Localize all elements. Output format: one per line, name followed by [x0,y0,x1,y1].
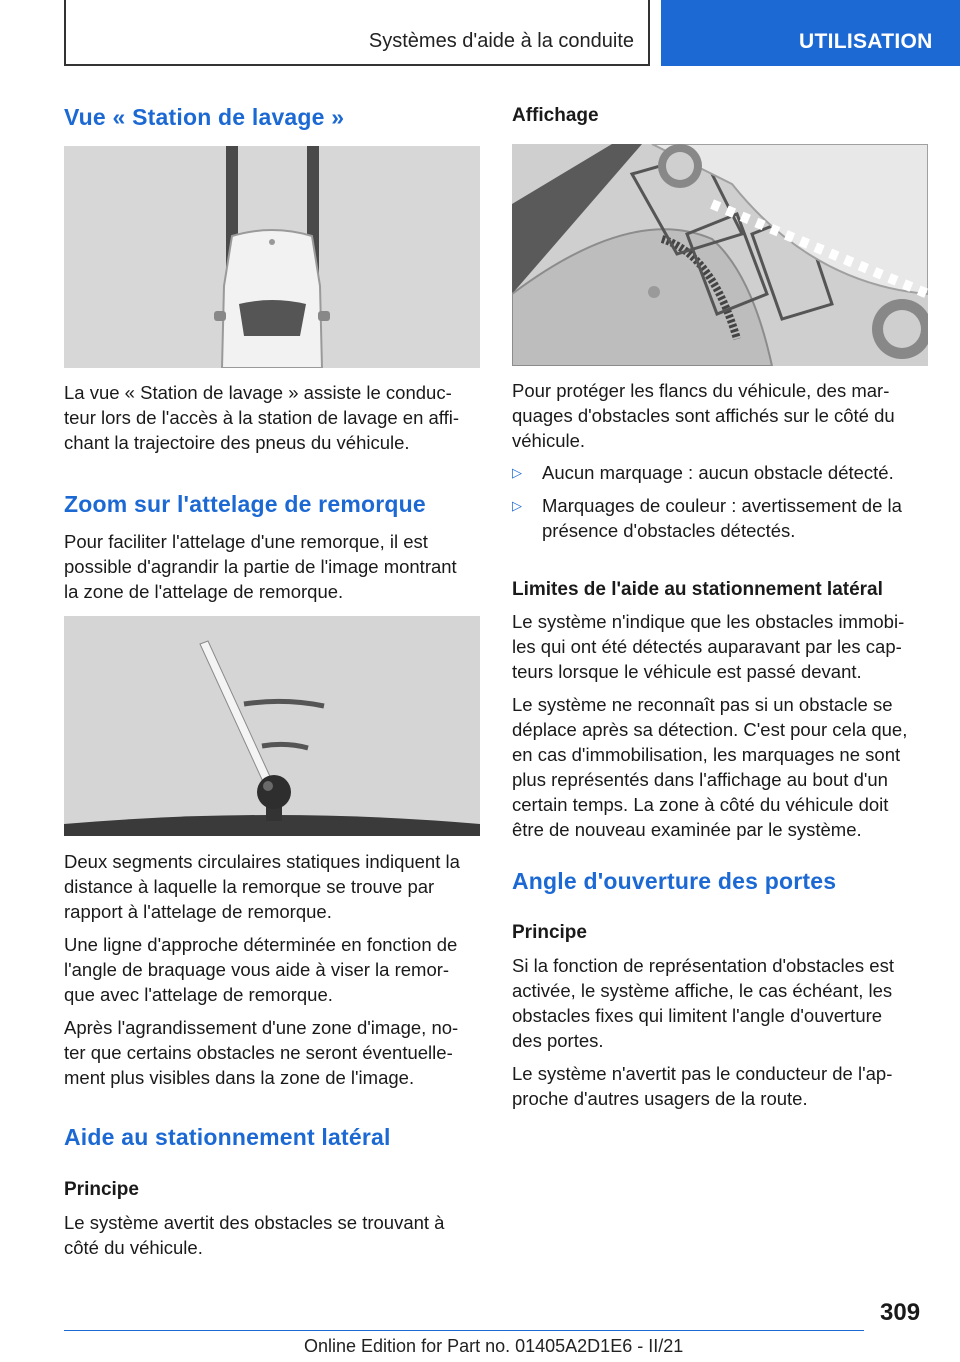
door-principle-heading: Principe [512,922,587,943]
footer-divider [64,1330,864,1331]
side-parking-heading: Aide au stationnement latéral [64,1124,391,1150]
triangle-right-icon: ▷ [512,465,522,480]
limits-heading: Limites de l'aide au stationnement latéral [512,579,883,600]
principle-heading: Principe [64,1179,139,1200]
after-zoom-text: Après l'agrandissement d'une zone d'image, no‐ ter que certains obstacles ne seront éventuelle‐ ment plus visibles dans la zone de l'image. [64,1017,459,1088]
wash-text: La vue « Station de lavage » assiste le conduc‐ teur lors de l'accès à la station de lavage en affi‐ chant la trajectoire des pneus du véhicule. [64,382,460,453]
door-angle-heading: Angle d'ouverture des portes [512,868,837,894]
wash-heading: Vue « Station de lavage » [64,104,345,130]
principle-text: Le système avertit des obstacles se trouvant à côté du véhicule. [64,1212,445,1258]
trailer-hitch-zoom-image [64,616,480,836]
segments-text: Deux segments circulaires statiques indiquent la distance à laquelle la remorque se trouve par rapport à l'attelage de remorque. [64,851,460,922]
zoom-heading: Zoom sur l'attelage de remorque [64,491,426,517]
door-text-1: Si la fonction de représentation d'obstacles est activée, le système affiche, le cas échéant, les obstacles fixes qui limitent l'angle d'ouverture des portes. [512,955,894,1051]
chapter-title: Systèmes d'aide à la conduite [368,30,634,52]
edition-footer: Online Edition for Part no. 01405A2D1E6 - II/21 [304,1336,684,1356]
side-parking-display-image [512,144,928,366]
page-number: 309 [880,1299,921,1326]
triangle-right-icon: ▷ [512,498,522,513]
car-wash-view-image [64,146,480,368]
limits-text-2: Le système ne reconnaît pas si un obstacle se déplace après sa détection. C'est pour cela que, en cas d'immobilisation, les marquages ne sont plus représentés dans l'affichage au bout d'un certain temps. La zone à côté du véhicule doit être de nouveau examinée par le système. [512,694,908,840]
header-section-tab[interactable] [661,0,960,66]
section-label: UTILISATION [799,30,933,53]
zoom-text: Pour faciliter l'attelage d'une remorque, il est possible d'agrandir la partie de l'image montrant la zone de l'attelage de remorque. [64,531,457,602]
display-heading: Affichage [512,105,599,126]
display-text: Pour protéger les flancs du véhicule, des mar‐ quages d'obstacles sont affichés sur le côté du véhicule. [512,380,895,451]
approach-line-text: Une ligne d'approche déterminée en fonction de l'angle de braquage vous aide à viser la remor‐ que avec l'attelage de remorque. [64,934,458,1005]
limits-text-1: Le système n'indique que les obstacles immobi‐ les qui ont été détectés auparavant par les cap‐ teurs lorsque le véhicule est passé devant. [512,611,905,682]
door-text-2: Le système n'avertit pas le conducteur de l'ap‐ proche d'autres usagers de la route. [512,1063,893,1109]
header-chapter-box [64,0,650,66]
